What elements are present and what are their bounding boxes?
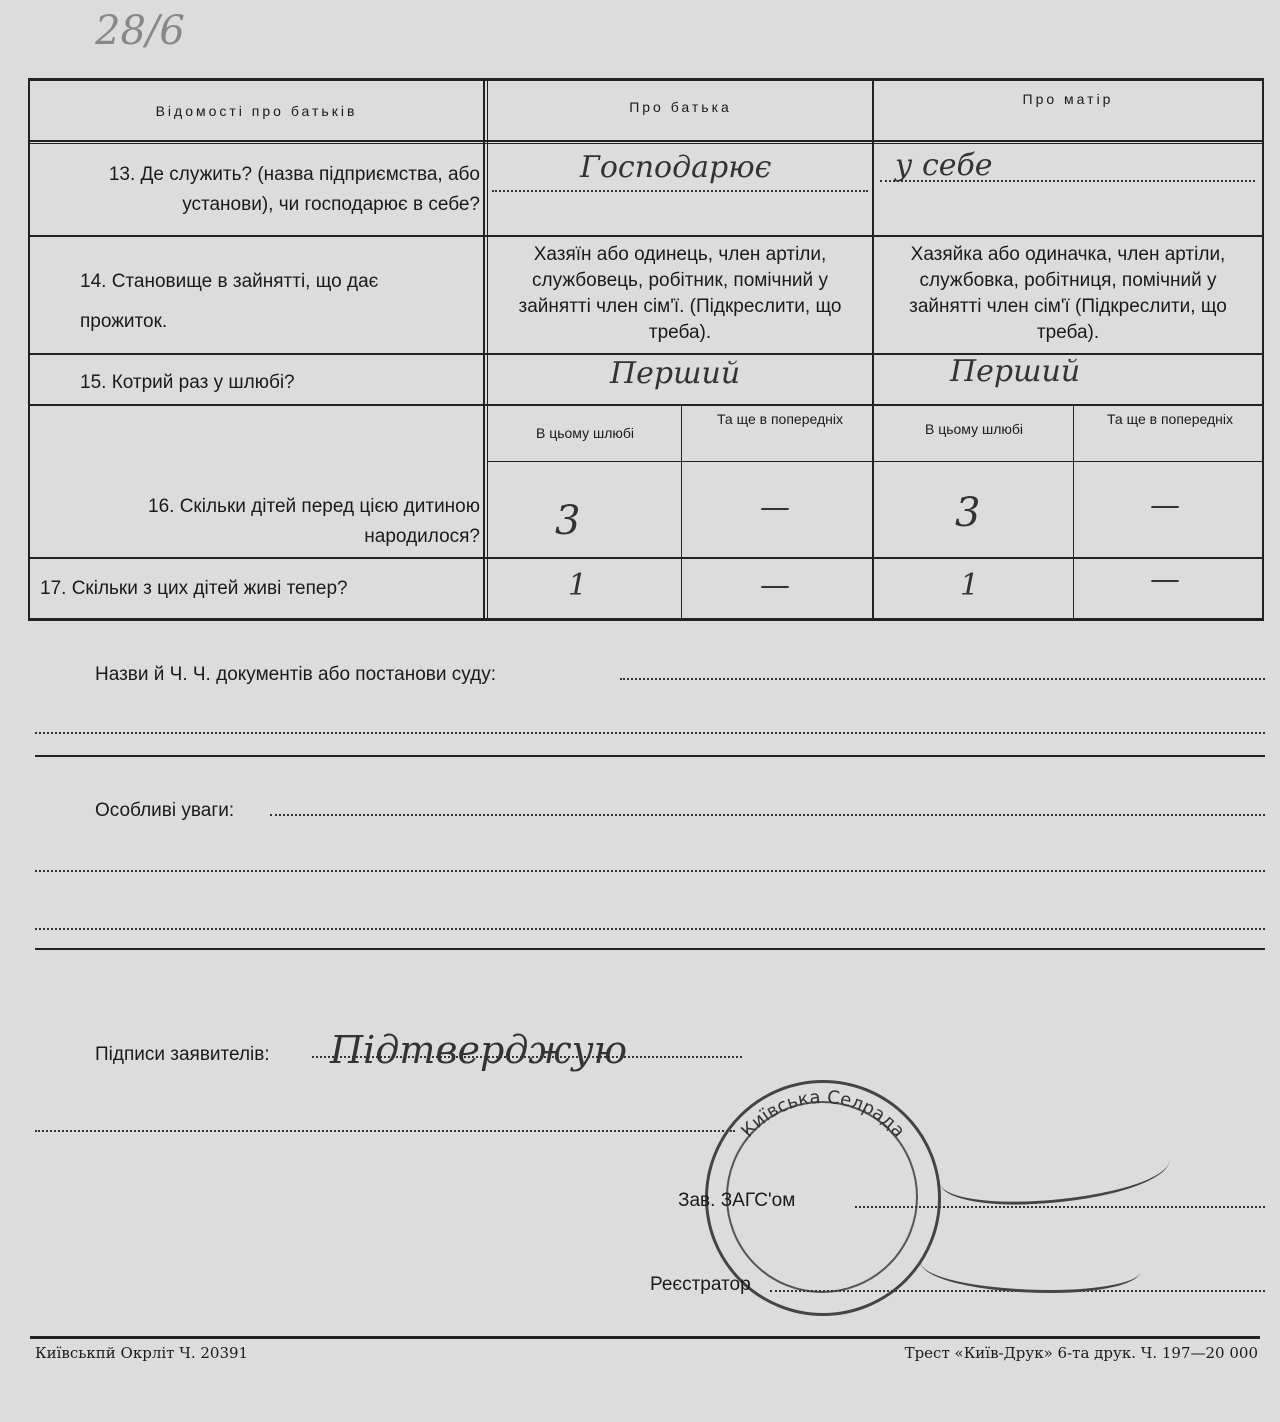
- row-16-label: 16. Скільки дітей перед цією дитиною народилося?: [148, 496, 480, 547]
- notes-field-line-2[interactable]: [35, 870, 1265, 872]
- subheader-mother-previous: Та ще в попередніх: [1107, 411, 1233, 427]
- subheader-mother-this-marriage: В цьому шлюбі: [924, 421, 1024, 437]
- row-17-value: 1: [960, 568, 980, 603]
- row-17-value: —: [1150, 562, 1180, 597]
- row-16-value: —: [760, 490, 790, 525]
- footer-right: Трест «Київ-Друк» 6-та друк. Ч. 197—20 000: [904, 1344, 1258, 1362]
- row-13-mother-value: у себе: [895, 148, 993, 183]
- zags-label: Зав. ЗАГС'ом: [678, 1190, 796, 1211]
- table-border-bottom: [28, 618, 1264, 621]
- row-divider: [28, 235, 1264, 237]
- row-13-father-value: Господарює: [580, 150, 772, 185]
- section-divider: [35, 755, 1265, 757]
- col-divider: [1073, 404, 1074, 620]
- row-14-label: 14. Становище в зайнятті, що дає прожиток.: [80, 271, 379, 332]
- section-divider: [35, 948, 1265, 950]
- col-divider: [487, 78, 488, 621]
- row-divider: [487, 461, 1264, 462]
- row-15-mother-value: Перший: [950, 354, 1081, 389]
- row-16-value: 3: [555, 498, 581, 544]
- row-divider: [28, 140, 1264, 142]
- col-divider: [483, 78, 485, 621]
- header-parents-info: Відомості про батьків: [155, 103, 358, 119]
- row-14-father-options: Хазяїн або одинець, член артіли, службовець, робітник, помічний у зайнятті член сім'ї. (Підкреслити, що треба).: [518, 244, 842, 343]
- footer-left: Київськпй Окрліт Ч. 20391: [35, 1344, 249, 1362]
- handwritten-page-number: 28/6: [95, 8, 185, 54]
- col-divider: [28, 78, 30, 621]
- subheader-father-previous: Та ще в попередніх: [717, 411, 843, 427]
- row-17-label: 17. Скільки з цих дітей живі тепер?: [40, 578, 348, 599]
- row-divider: [28, 143, 1264, 144]
- header-father: Про батька: [629, 99, 732, 115]
- documents-label: Назви й Ч. Ч. документів або постанови суду:: [95, 664, 496, 685]
- signatures-label: Підписи заявителів:: [95, 1044, 270, 1065]
- footer-divider: [30, 1336, 1260, 1339]
- col-divider: [681, 404, 682, 620]
- subheader-father-this-marriage: В цьому шлюбі: [535, 425, 635, 441]
- documents-field-line-2[interactable]: [35, 732, 1265, 734]
- documents-field[interactable]: [620, 678, 1265, 680]
- col-divider: [872, 78, 874, 621]
- table-border-top: [28, 78, 1264, 81]
- notes-label: Особливі уваги:: [95, 800, 235, 821]
- registrar-label: Реєстратор: [650, 1274, 751, 1295]
- row-divider: [28, 404, 1264, 406]
- row-13-label: 13. Де служить? (назва підприємства, або установи), чи господарює в себе?: [108, 164, 480, 215]
- col-divider: [1262, 78, 1264, 621]
- header-mother: Про матір: [1022, 91, 1114, 107]
- registrar-signature: [920, 1240, 1140, 1293]
- row-15-label: 15. Котрий раз у шлюбі?: [80, 372, 295, 393]
- svg-text:Київська Селрада: [737, 1087, 909, 1142]
- row-17-value: 1: [568, 568, 588, 603]
- dotted-line: [492, 190, 868, 192]
- row-15-father-value: Перший: [610, 356, 741, 391]
- row-16-value: —: [1150, 488, 1180, 523]
- notes-field[interactable]: [270, 814, 1265, 816]
- zags-signature-field[interactable]: [855, 1206, 1265, 1208]
- row-17-value: —: [760, 568, 790, 603]
- signatures-field-line-2[interactable]: [35, 1130, 735, 1132]
- row-14-mother-options: Хазяйка або одиначка, член артіли, службовка, робітниця, помічний у зайнятті член сім'ї (Підкреслити, що треба).: [909, 244, 1227, 343]
- row-16-value: 3: [955, 490, 981, 536]
- applicant-signature: Підтверджую: [330, 1028, 628, 1072]
- row-divider: [28, 557, 1264, 559]
- notes-field-line-3[interactable]: [35, 928, 1265, 930]
- zags-signature: [939, 1134, 1172, 1209]
- stamp-text: Київська Селрада: [737, 1086, 909, 1142]
